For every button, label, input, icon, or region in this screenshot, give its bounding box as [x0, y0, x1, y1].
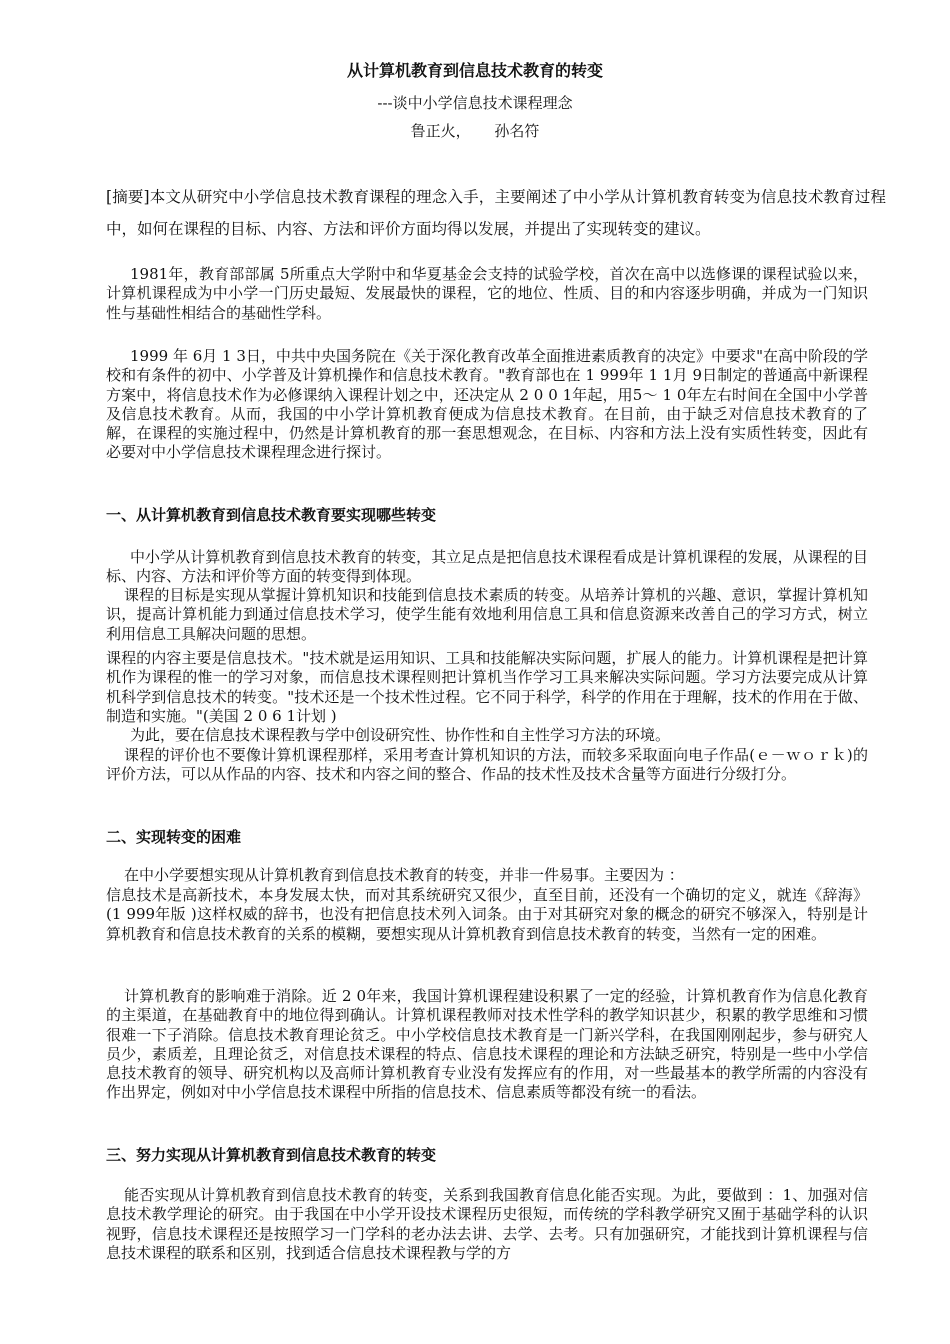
section-heading-1: 一、从计算机教育到信息技术教育要实现哪些转变 [106, 506, 437, 524]
section2-paragraph: 信息技术是高新技术，本身发展太快，而对其系统研究又很少，直至目前，还没有一个确切的定义，就连《辞海》(1 999年版 )这样权威的辞书，也没有把信息技术列入词条。由于对其研究对象的概念的研究不够深入，特别是计算机教育和信息技术教育的关系的模糊，要想实现从计算机教育到信息技术教育的转变，当然有一定的困难。 [106, 886, 868, 943]
intro-paragraph: 1981年，教育部部属 5所重点大学附中和华夏基金会支持的试验学校，首次在高中以选修课的课程试验以来，计算机课程成为中小学一门历史最短、发展最快的课程，它的地位、性质、目的和内容逐步明确，并成为一门知识性与基础性相结合的基础性学科。 [106, 265, 868, 322]
section2-paragraph: 在中小学要想实现从计算机教育到信息技术教育的转变，并非一件易事。主要因为 ： [124, 866, 684, 884]
document-subtitle: ---谈中小学信息技术课程理念 [377, 94, 573, 112]
section-heading-3: 三、努力实现从计算机教育到信息技术教育的转变 [106, 1146, 437, 1164]
section1-paragraph: 课程的目标是实现从掌握计算机知识和技能到信息技术素质的转变。从培养计算机的兴趣、意识，掌握计算机知识，提高计算机能力到通过信息技术学习，使学生能有效地利用信息工具和信息资源来改善自己的学习方式，树立利用信息工具解决问题的思想。 [106, 586, 868, 643]
document-authors: 鲁正火， 孙名符 [410, 122, 540, 140]
document-title: 从计算机教育到信息技术教育的转变 [346, 61, 603, 80]
section3-paragraph: 能否实现从计算机教育到信息技术教育的转变，关系到我国教育信息化能否实现。为此，要做到 ：1、加强对信息技术教学理论的研究。由于我国在中小学开设技术课程历史很短，而传统的学科教学研究又囿于基础学科的认识视野，信息技术课程还是按照学习一门学科的老办法去讲、去学、去考。只有加强研究，才能找到计算机课程与信息技术课程的联系和区别，找到适合信息技术课程教与学的方 [106, 1186, 868, 1262]
section1-paragraph: 为此，要在信息技术课程教与学中创设研究性、协作性和自主性学习方法的环境。 [130, 726, 671, 744]
section-heading-2: 二、实现转变的困难 [106, 828, 242, 846]
section1-paragraph: 课程的评价也不要像计算机课程那样，采用考查计算机知识的方法，而较多采取面向电子作品(ｅ－ｗｏｒｋ)的评价方法，可以从作品的内容、技术和内容之间的整合、作品的技术性及技术含量等方面进行分级打分。 [106, 746, 868, 784]
section1-paragraph: 课程的内容主要是信息技术。"技术就是运用知识、工具和技能解决实际问题，扩展人的能力。计算机课程是把计算机作为课程的惟一的学习对象，而信息技术课程则把计算机当作学习工具来解决实际问题。学习方法要完成从计算机科学到信息技术的转变。"技术还是一个技术性过程。它不同于科学，科学的作用在于理解，技术的作用在于做、制造和实施。"(美国 2 0 6 1计划 ) [106, 649, 868, 725]
abstract: [摘要]本文从研究中小学信息技术教育课程的理念入手，主要阐述了中小学从计算机教育转变为信息技术教育过程中，如何在课程的目标、内容、方法和评价方面均得以发展，并提出了实现转变的建议。 [106, 188, 886, 238]
section1-paragraph: 中小学从计算机教育到信息技术教育的转变，其立足点是把信息技术课程看成是计算机课程的发展，从课程的目标、内容、方法和评价等方面的转变得到体现。 [106, 548, 868, 586]
intro-paragraph: 1999 年 6月 1 3日，中共中央国务院在《关于深化教育改革全面推进素质教育的决定》中要求"在高中阶段的学校和有条件的初中、小学普及计算机操作和信息技术教育。"教育部也在 1 999年 1 1月 9日制定的普通高中新课程方案中，将信息技术作为必修课纳入课程计划之中，还决定从 2 0 0 1年起，用5～ 1 0年左右时间在全国中小学普及信息技术教育。从而，我国的中小学计算机教育便成为信息技术教育。在目前，由于缺乏对信息技术教育的了解，在课程的实施过程中，仍然是计算机教育的那一套思想观念，在目标、内容和方法上没有实质性转变，因此有必要对中小学信息技术课程理念进行探讨。 [106, 347, 868, 462]
section2-paragraph: 计算机教育的影响难于消除。近 2 0年来，我国计算机课程建设积累了一定的经验，计算机教育作为信息化教育的主渠道，在基础教育中的地位得到确认。计算机课程教师对技术性学科的教学知识甚少，积累的教学思维和习惯很难一下子消除。信息技术教育理论贫乏。中小学校信息技术教育是一门新兴学科，在我国刚刚起步，参与研究人员少，素质差，且理论贫乏，对信息技术课程的特点、信息技术课程的理论和方法缺乏研究，特别是一些中小学信息技术教育的领导、研究机构以及高师计算机教育专业没有发挥应有的作用，对一些最基本的教学所需的内容没有作出界定，例如对中小学信息技术课程中所指的信息技术、信息素质等都没有统一的看法。 [106, 987, 868, 1102]
